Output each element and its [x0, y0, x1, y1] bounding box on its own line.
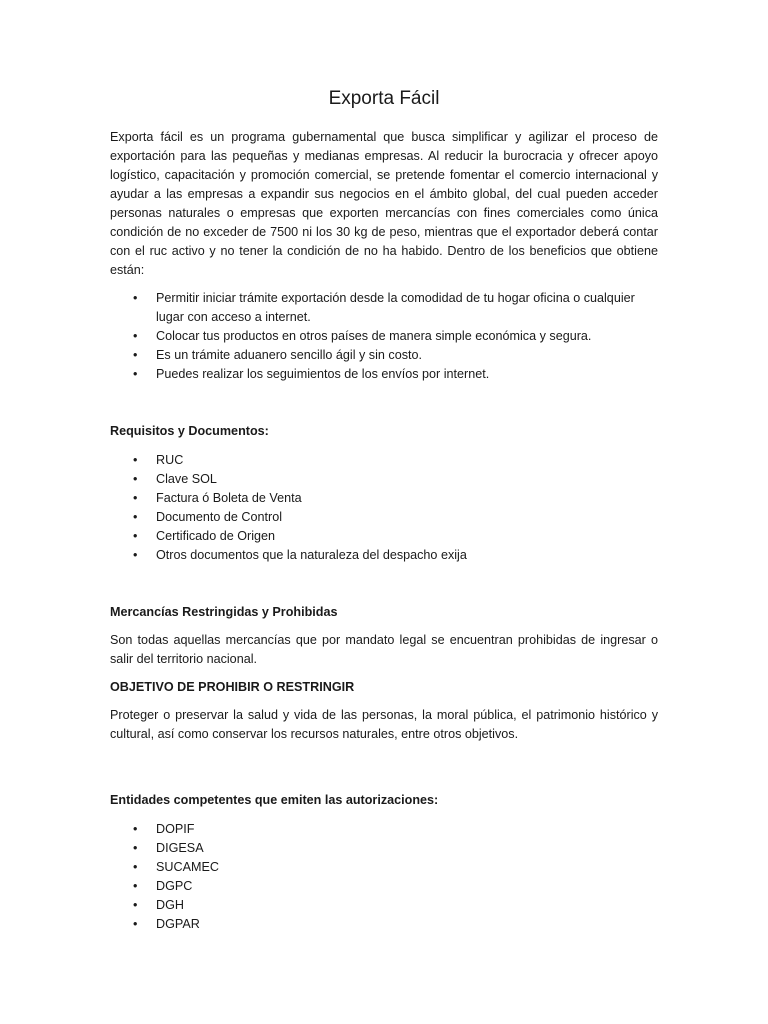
bullet-icon: • — [133, 917, 138, 931]
spacer — [110, 753, 658, 791]
bullet-icon: • — [133, 822, 138, 836]
list-item — [110, 327, 658, 346]
list-item-text: Certificado de Origen — [156, 529, 276, 543]
list-item-text: Permitir iniciar trámite exportación desde la comodidad de tu hogar oficina o cualquier lugar con acceso a internet. — [156, 291, 635, 324]
benefits-list — [110, 289, 658, 384]
bullet-icon: • — [133, 860, 138, 874]
list-item — [110, 820, 658, 839]
list-item — [110, 896, 658, 915]
list-item — [110, 289, 658, 327]
bullet-icon: • — [133, 898, 138, 912]
bullet-icon: • — [133, 453, 138, 467]
bullet-icon: • — [133, 472, 138, 486]
mercancias-paragraph: Son todas aquellas mercancías que por mandato legal se encuentran prohibidas de ingresar o salir del territorio nacional. — [110, 633, 658, 666]
list-item-text: RUC — [156, 453, 184, 467]
list-item — [110, 470, 658, 489]
list-item-text: Puedes realizar los seguimientos de los envíos por internet. — [156, 367, 490, 381]
spacer — [110, 622, 658, 631]
list-item — [110, 915, 658, 934]
list-item — [110, 527, 658, 546]
objetivo-heading: OBJETIVO DE PROHIBIR O RESTRINGIR — [110, 680, 355, 694]
list-item-text: Colocar tus productos en otros países de manera simple económica y segura. — [156, 329, 592, 343]
bullet-icon: • — [133, 367, 138, 381]
bullet-icon: • — [133, 529, 138, 543]
bullet-icon: • — [133, 879, 138, 893]
bullet-icon: • — [133, 841, 138, 855]
list-item-text: DIGESA — [156, 841, 204, 855]
bullet-icon: • — [133, 548, 138, 562]
list-item-text: Documento de Control — [156, 510, 283, 524]
bullet-icon: • — [133, 291, 138, 305]
list-item-text: Otros documentos que la naturaleza del despacho exija — [156, 548, 467, 562]
list-item-text: Factura ó Boleta de Venta — [156, 491, 302, 505]
list-item — [110, 508, 658, 527]
spacer — [110, 565, 658, 603]
requisitos-heading: Requisitos y Documentos: — [110, 424, 269, 438]
mercancias-heading: Mercancías Restringidas y Prohibidas — [110, 605, 338, 619]
entidades-heading: Entidades competentes que emiten las autorizaciones: — [110, 793, 439, 807]
list-item — [110, 346, 658, 365]
bullet-icon: • — [133, 329, 138, 343]
document-title: Exporta Fácil — [328, 88, 440, 109]
list-item-text: SUCAMEC — [156, 860, 219, 874]
list-item — [110, 451, 658, 470]
spacer — [110, 441, 658, 451]
list-item-text: DOPIF — [156, 822, 195, 836]
list-item — [110, 877, 658, 896]
spacer — [110, 810, 658, 820]
requisitos-list — [110, 451, 658, 565]
list-item — [110, 489, 658, 508]
spacer — [110, 384, 658, 422]
list-item-text: Clave SOL — [156, 472, 217, 486]
objetivo-paragraph: Proteger o preservar la salud y vida de las personas, la moral pública, el patrimonio histórico y cultural, así como conservar los recursos naturales, entre otros objetivos. — [110, 708, 658, 741]
list-item — [110, 546, 658, 565]
list-item-text: DGPC — [156, 879, 193, 893]
bullet-icon: • — [133, 491, 138, 505]
intro-paragraph: Exporta fácil es un programa gubernamental que busca simplificar y agilizar el proceso de exportación para las pequeñas y medianas empresas. Al reducir la burocracia y ofrecer apoyo logístico, capacitación y promoción comercial, se pretende fomentar el comercio internacional y ayudar a las empresas a expandir sus negocios en el ámbito global, del cual pueden acceder personas naturales o empresas que exporten mercancías con fines comerciales como única condición de no exceder de 7500 ni los 30 kg de peso, mientras que el exportador deberá contar con el ruc activo y no tener la condición de no ha habido. Dentro de los beneficios que obtiene están: — [110, 130, 658, 277]
bullet-icon: • — [133, 348, 138, 362]
list-item — [110, 839, 658, 858]
list-item-text: Es un trámite aduanero sencillo ágil y sin costo. — [156, 348, 423, 362]
list-item-text: DGPAR — [156, 917, 200, 931]
list-item — [110, 858, 658, 877]
list-item-text: DGH — [156, 898, 184, 912]
entidades-list — [110, 820, 658, 934]
bullet-icon: • — [133, 510, 138, 524]
list-item — [110, 365, 658, 384]
